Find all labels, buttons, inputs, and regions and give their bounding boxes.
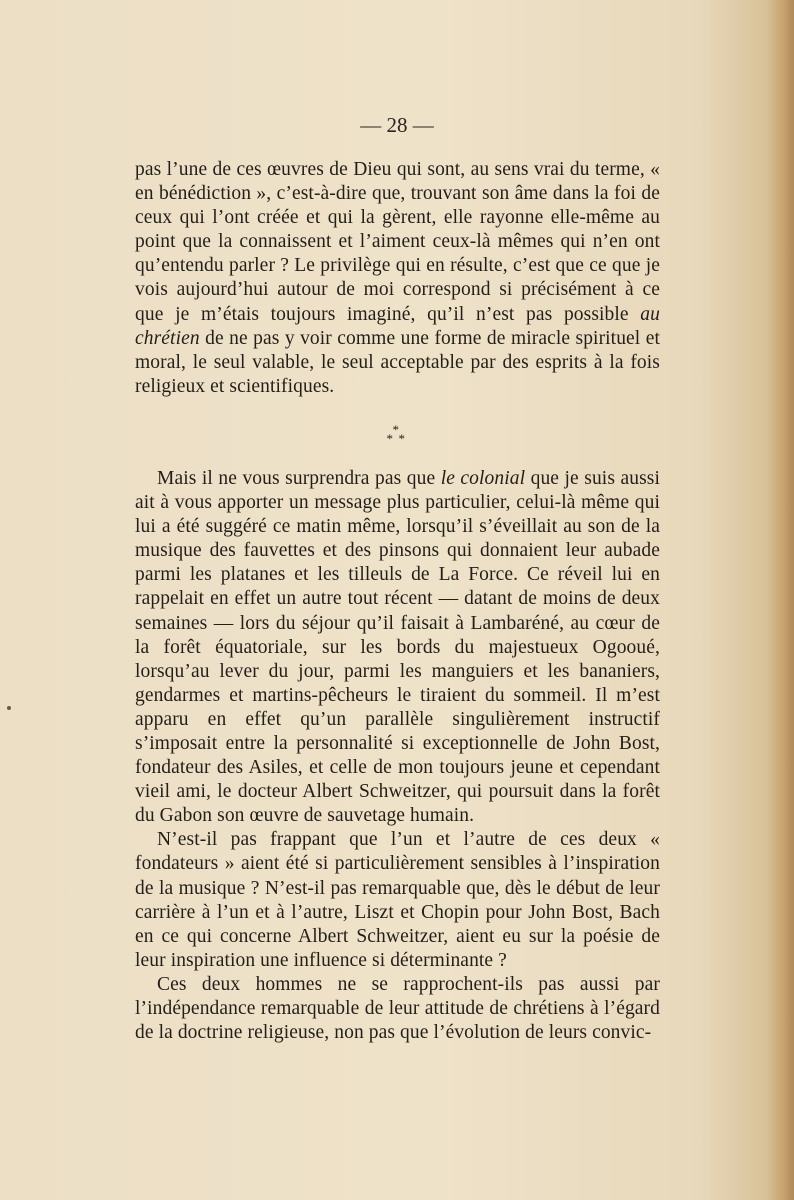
paragraph-1-text-end: de ne pas y voir comme une forme de miracle spirituel et moral, le seul valable, le seul acceptable par des esprits à la fois religieux et scientifiques. bbox=[135, 327, 660, 397]
paragraph-1 bbox=[135, 158, 660, 399]
asterism-star-left: * bbox=[386, 430, 394, 446]
page-edge-shading bbox=[768, 0, 794, 1200]
asterism-star-top: * bbox=[392, 421, 400, 437]
paragraph-4: Ces deux hommes ne se rapprochent-ils pas aussi par l’indépendance remarquable de leur attitude de chrétiens à l’égard de la doctrine religieuse, non pas que l’évolution de leurs convic- bbox=[135, 973, 660, 1044]
section-break-asterism bbox=[378, 423, 418, 445]
paragraph-2-text-start: Mais il ne vous surprendra pas que bbox=[157, 467, 441, 489]
paper-speck bbox=[7, 706, 11, 710]
paragraph-1-text-start: pas l’une de ces œuvres de Dieu qui sont, au sens vrai du terme, « en bénédiction », c’est-à-dire que, trouvant son âme dans la foi de ceux qui l’ont créée et qui la gèrent, elle rayonne elle-même au point que la connaissent et l’aiment ceux-là mêmes qui n’en ont qu’entendu parler ? Le privilège qui en résulte, c’est que ce que je vois aujourd’hui autour de moi correspond si précisément à ce que je m’étais toujours imaginé, qu’il n’est pas possible bbox=[135, 159, 660, 325]
paragraph-1-italic: au chrétien bbox=[135, 303, 660, 349]
asterism-star-right: * bbox=[398, 430, 406, 446]
paragraph-2-text-end: que je suis aussi ait à vous apporter un message plus particulier, celui-là même qui lui a été suggéré ce matin même, lorsqu’il s’éveillait au son de la musique des fauvettes et des pinsons qui donnaient leur aubade parmi les platanes et les tilleuls de La Force. Ce réveil lui en rappelait en effet un autre tout récent — datant de moins de deux semaines — lors du séjour qu’il faisait à Lambaréné, au cœur de la forêt équatoriale, sur les bords du majestueux Ogooué, lorsqu’au lever du jour, parmi les manguiers et les bananiers, gendarmes et martins-pêcheurs le tiraient du sommeil. Il m’est apparu en effet qu’un parallèle singulièrement instructif s’imposait entre la personnalité si exceptionnelle de John Bost, fondateur des Asiles, et celle de mon toujours jeune et cependant vieil ami, le docteur Albert Schweitzer, qui poursuit dans la forêt du Gabon son œuvre de sauvetage humain. bbox=[135, 467, 660, 827]
page-number: — 28 — bbox=[360, 113, 434, 137]
paragraph-2-italic: le colonial bbox=[440, 467, 526, 489]
paragraph-2 bbox=[135, 467, 660, 828]
body-text bbox=[135, 158, 660, 1045]
paragraph-3: N’est-il pas frappant que l’un et l’autre de ces deux « fondateurs » aient été si particulièrement sensibles à l’inspiration de la musique ? N’est-il pas remarquable que, dès le début de leur carrière à l’un et à l’autre, Liszt et Chopin pour John Bost, Bach en ce qui concerne Albert Schweitzer, aient eu sur la poésie de leur inspiration une influence si déterminante ? bbox=[135, 829, 660, 971]
